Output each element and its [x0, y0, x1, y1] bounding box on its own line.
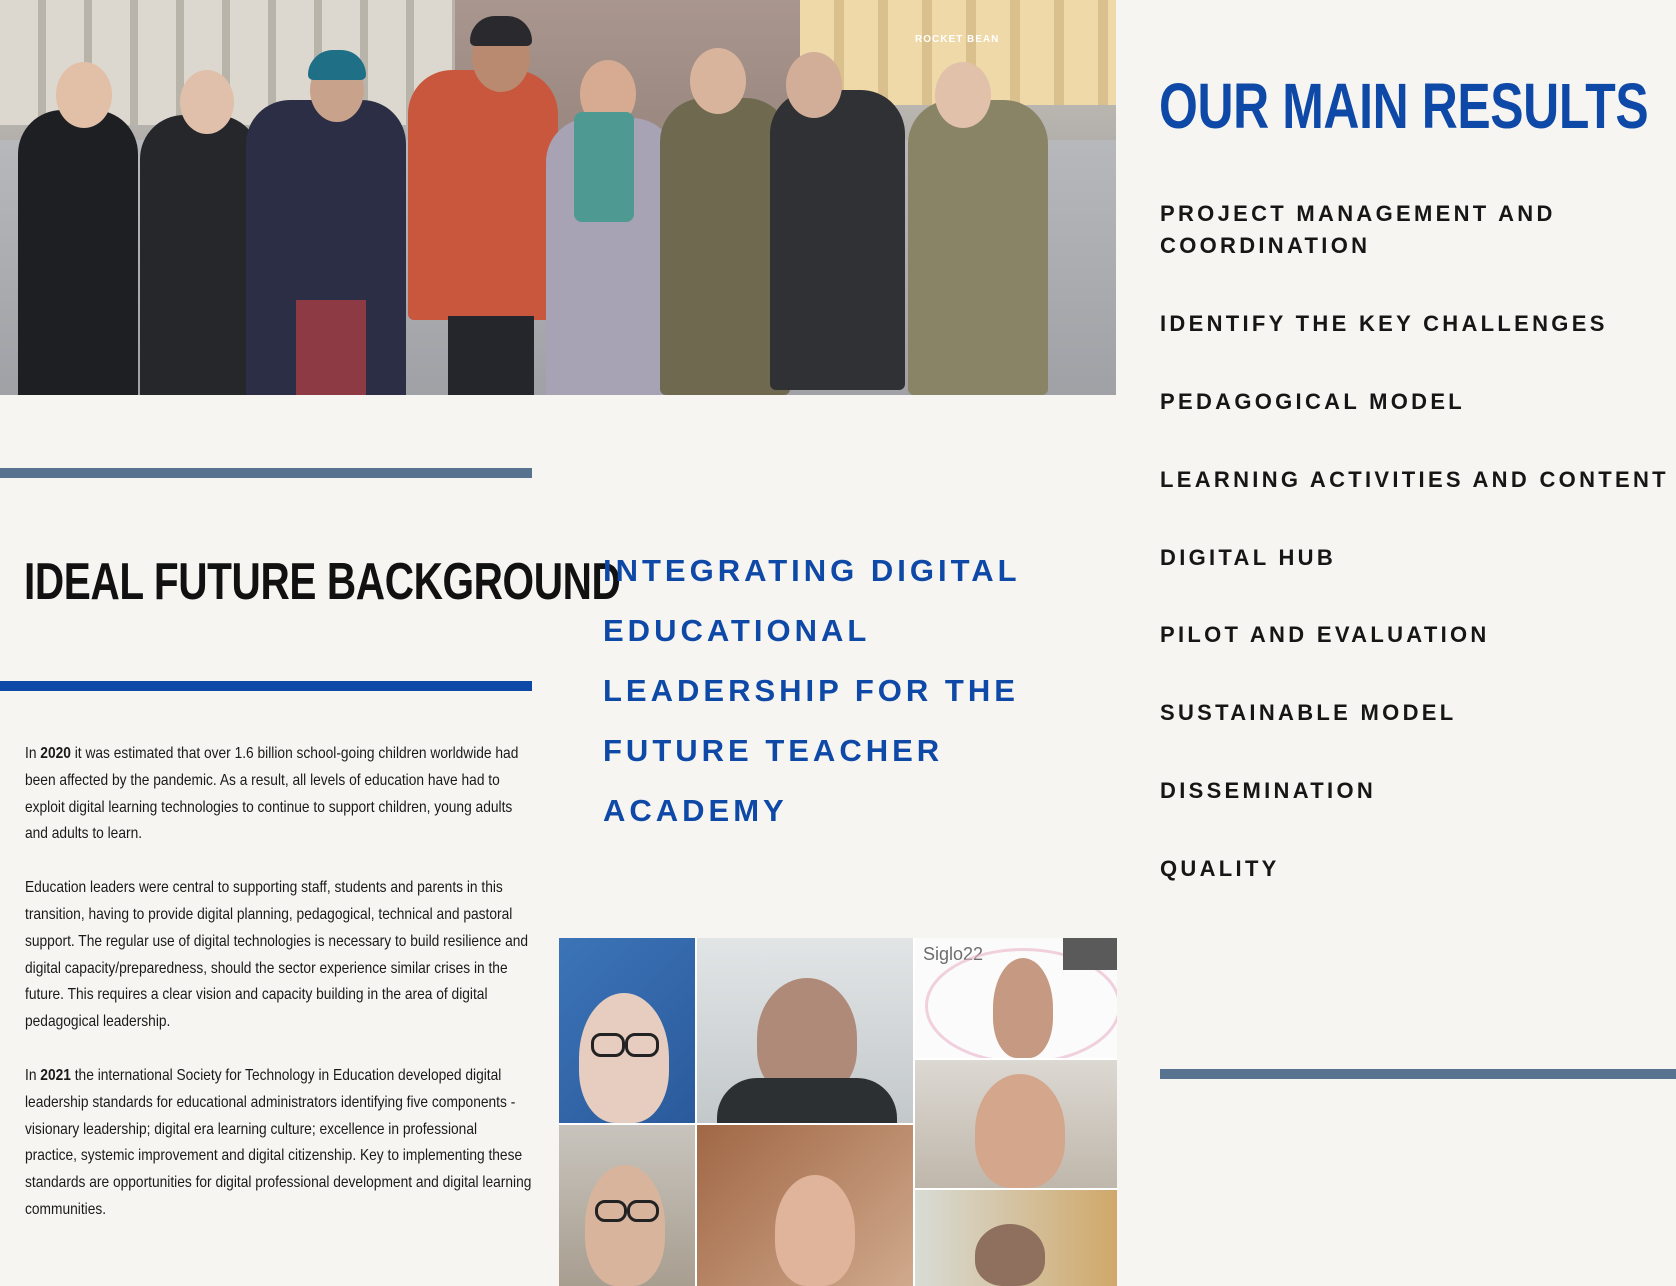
section-heading-results: OUR MAIN RESULTS [1159, 70, 1649, 142]
person-5-scarf [574, 112, 634, 222]
video-tile-3 [915, 938, 1117, 1058]
video-tile-4 [559, 1125, 695, 1286]
video-tile-5 [697, 1125, 913, 1286]
result-item-key-challenges: IDENTIFY THE KEY CHALLENGES [1160, 311, 1608, 336]
result-item-pedagogical-model: PEDAGOGICAL MODEL [1160, 389, 1466, 414]
video-tile-2 [697, 938, 913, 1123]
person-1-head [56, 62, 112, 128]
result-item-pilot-evaluation: PILOT AND EVALUATION [1160, 622, 1490, 647]
person-7 [770, 90, 905, 390]
video-tile-6 [915, 1060, 1117, 1188]
top-divider-grey [0, 468, 532, 478]
bottom-divider-grey [1160, 1069, 1676, 1079]
group-photo [0, 0, 1116, 395]
paragraph-2020: In 2020 it was estimated that over 1.6 billion school-going children worldwide had been affected by the pandemic. As a result, all levels of education have had to exploit digital learning technologies to continue to support children, young adults and adults to learn. [25, 745, 519, 843]
person-2 [140, 115, 260, 395]
year-2021: 2021 [40, 1066, 71, 1084]
person-8 [908, 100, 1048, 395]
heading-underline-blue [0, 681, 532, 691]
project-subtitle: INTEGRATING DIGITAL EDUCATIONAL LEADERSHIP FOR THE FUTURE TEACHER ACADEMY [603, 553, 1020, 828]
video-call-collage [559, 938, 1117, 1286]
result-item-quality: QUALITY [1160, 856, 1280, 881]
person-6-head [690, 48, 746, 114]
paragraph-education-leaders: Education leaders were central to supporting staff, students and parents in this transition, having to provide digital planning, pedagogical, technical and pastoral support. The regular use of digital technologies is necessary to build resilience and digital capacity/preparedness, should the sector experience similar crises in the future. This requires a clear vision and capacity building in the area of digital pedagogical leadership. [25, 879, 529, 1031]
result-item-learning-activities: LEARNING ACTIVITIES AND CONTENT [1160, 467, 1669, 492]
result-item-dissemination: DISSEMINATION [1160, 778, 1377, 803]
person-7-head [786, 52, 842, 118]
background-body-text [25, 741, 532, 1251]
person-2-head [180, 70, 234, 134]
person-3-trousers [296, 300, 366, 395]
result-item-sustainable-model: SUSTAINABLE MODEL [1160, 700, 1457, 725]
photo-shop-sign: ROCKET BEAN [915, 34, 1000, 45]
person-8-head [935, 62, 991, 128]
person-4-trousers [448, 316, 534, 395]
year-2020: 2020 [40, 745, 71, 762]
video-tile-7 [915, 1190, 1117, 1286]
result-item-project-management: PROJECT MANAGEMENT AND COORDINATION [1160, 201, 1556, 258]
result-item-digital-hub: DIGITAL HUB [1160, 545, 1337, 570]
person-1 [18, 110, 138, 395]
siglo22-logo: Siglo22 [923, 944, 984, 964]
video-tile-1 [559, 938, 695, 1123]
paragraph-2021: In 2021 the international Society for Technology in Education developed digital leadership standards for educational administrators identifying five components - visionary leadership; digital era learning culture; excellence in professional practice, systemic improvement and digital citizenship. Key to implementing these standards are opportunities for digital professional development and digital learning communities. [25, 1066, 532, 1218]
person-4 [408, 70, 558, 320]
section-heading-background: IDEAL FUTURE BACKGROUND [24, 553, 621, 611]
